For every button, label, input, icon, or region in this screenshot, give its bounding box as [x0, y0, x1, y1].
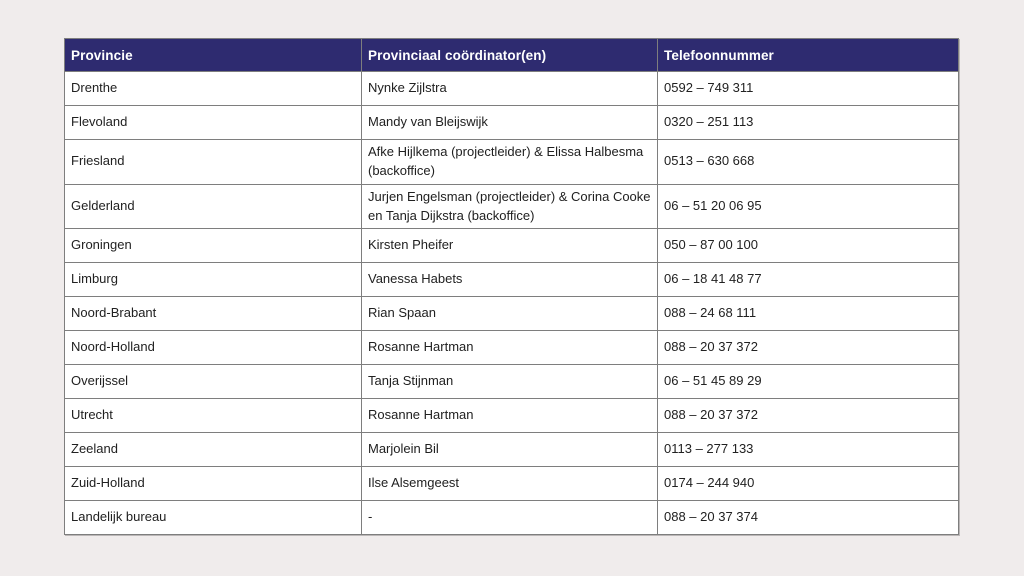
- table-row: [65, 106, 959, 140]
- table-row: [65, 229, 959, 263]
- coordinator-cell: Jurjen Engelsman (projectleider) & Corina Cooke en Tanja Dijkstra (backoffice): [362, 184, 658, 229]
- telefoon-cell: 06 – 18 41 48 77: [658, 263, 959, 297]
- table-body: [65, 72, 959, 535]
- coordinator-cell: Rosanne Hartman: [362, 331, 658, 365]
- telefoon-cell: 088 – 20 37 372: [658, 331, 959, 365]
- table-row: [65, 297, 959, 331]
- coordinator-cell: -: [362, 501, 658, 535]
- telefoon-cell: 088 – 24 68 111: [658, 297, 959, 331]
- table-row: [65, 72, 959, 106]
- provincie-cell: Zuid-Holland: [65, 467, 362, 501]
- table-row: [65, 399, 959, 433]
- column-header-telefoonnummer: Telefoonnummer: [658, 39, 959, 72]
- header-row: [65, 39, 959, 72]
- telefoon-cell: 088 – 20 37 372: [658, 399, 959, 433]
- provincie-cell: Friesland: [65, 140, 362, 185]
- table-header: [65, 39, 959, 72]
- coordinator-cell: Vanessa Habets: [362, 263, 658, 297]
- telefoon-cell: 088 – 20 37 374: [658, 501, 959, 535]
- coordinator-cell: Marjolein Bil: [362, 433, 658, 467]
- coordinator-cell: Rosanne Hartman: [362, 399, 658, 433]
- coordinator-cell: Rian Spaan: [362, 297, 658, 331]
- telefoon-cell: 0113 – 277 133: [658, 433, 959, 467]
- provincie-table-container: [64, 38, 958, 535]
- telefoon-cell: 0513 – 630 668: [658, 140, 959, 185]
- coordinator-cell: Mandy van Bleijswijk: [362, 106, 658, 140]
- telefoon-cell: 0320 – 251 113: [658, 106, 959, 140]
- provincie-cell: Noord-Brabant: [65, 297, 362, 331]
- table-row: [65, 501, 959, 535]
- table-row: [65, 263, 959, 297]
- table-row: [65, 184, 959, 229]
- column-header-provincie: Provincie: [65, 39, 362, 72]
- column-header-coordinator: Provinciaal coördinator(en): [362, 39, 658, 72]
- provincie-cell: Gelderland: [65, 184, 362, 229]
- table-row: [65, 140, 959, 185]
- provincie-cell: Limburg: [65, 263, 362, 297]
- provincie-cell: Flevoland: [65, 106, 362, 140]
- provincie-cell: Overijssel: [65, 365, 362, 399]
- provincie-table: [64, 38, 959, 535]
- provincie-cell: Utrecht: [65, 399, 362, 433]
- table-row: [65, 365, 959, 399]
- telefoon-cell: 050 – 87 00 100: [658, 229, 959, 263]
- coordinator-cell: Kirsten Pheifer: [362, 229, 658, 263]
- telefoon-cell: 0174 – 244 940: [658, 467, 959, 501]
- coordinator-cell: Ilse Alsemgeest: [362, 467, 658, 501]
- telefoon-cell: 06 – 51 45 89 29: [658, 365, 959, 399]
- provincie-cell: Noord-Holland: [65, 331, 362, 365]
- coordinator-cell: Tanja Stijnman: [362, 365, 658, 399]
- telefoon-cell: 06 – 51 20 06 95: [658, 184, 959, 229]
- coordinator-cell: Nynke Zijlstra: [362, 72, 658, 106]
- provincie-cell: Groningen: [65, 229, 362, 263]
- coordinator-cell: Afke Hijlkema (projectleider) & Elissa Halbesma (backoffice): [362, 140, 658, 185]
- provincie-cell: Zeeland: [65, 433, 362, 467]
- provincie-cell: Landelijk bureau: [65, 501, 362, 535]
- provincie-cell: Drenthe: [65, 72, 362, 106]
- table-row: [65, 331, 959, 365]
- table-row: [65, 467, 959, 501]
- table-row: [65, 433, 959, 467]
- telefoon-cell: 0592 – 749 311: [658, 72, 959, 106]
